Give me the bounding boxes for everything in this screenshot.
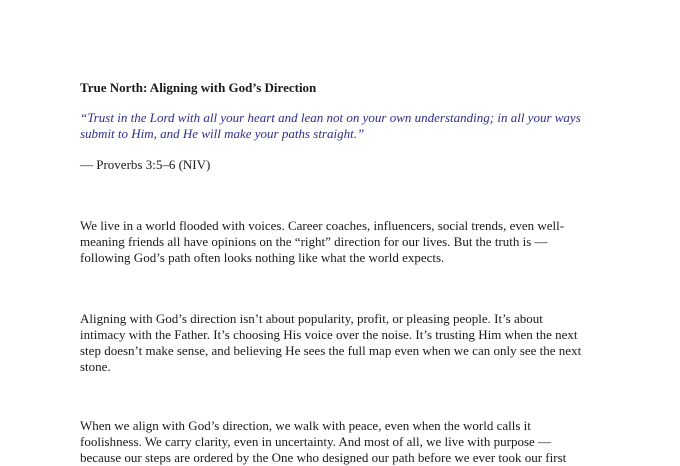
paragraph-line: Aligning with God’s direction isn’t about popularity, profit, or pleasing people. It’s about: [80, 311, 543, 326]
paragraph-line: intimacy with the Father. It’s choosing His voice over the noise. It’s trusting Him when the next: [80, 327, 578, 342]
paragraph-line: When we align with God’s direction, we walk with peace, even when the world calls it: [80, 418, 531, 433]
paragraph-line: stone.: [80, 359, 111, 374]
paragraph-1: [80, 218, 610, 266]
scripture-citation: — Proverbs 3:5–6 (NIV): [80, 157, 211, 172]
paragraph-line: following God’s path often looks nothing like what the world expects.: [80, 250, 445, 265]
document-title: True North: Aligning with God’s Direction: [80, 80, 317, 95]
paragraph-line: We live in a world flooded with voices. Career coaches, influencers, social trends, even well-: [80, 218, 565, 233]
paragraph-line: step doesn’t make sense, and believing He sees the full map even when we can only see the next: [80, 343, 582, 358]
scripture-quote: [80, 110, 610, 142]
document-page: [80, 0, 610, 465]
quote-line: “Trust in the Lord with all your heart and lean not on your own understanding; in all your ways: [80, 110, 581, 125]
paragraph-line: foolishness. We carry clarity, even in uncertainty. And most of all, we live with purpose —: [80, 434, 552, 449]
paragraph-line: meaning friends all have opinions on the “right” direction for our lives. But the truth is —: [80, 234, 548, 249]
paragraph-2: [80, 311, 610, 375]
paragraph-line: because our steps are ordered by the One who designed our path before we ever took our first: [80, 450, 567, 465]
quote-line: submit to Him, and He will make your paths straight.”: [80, 126, 365, 141]
